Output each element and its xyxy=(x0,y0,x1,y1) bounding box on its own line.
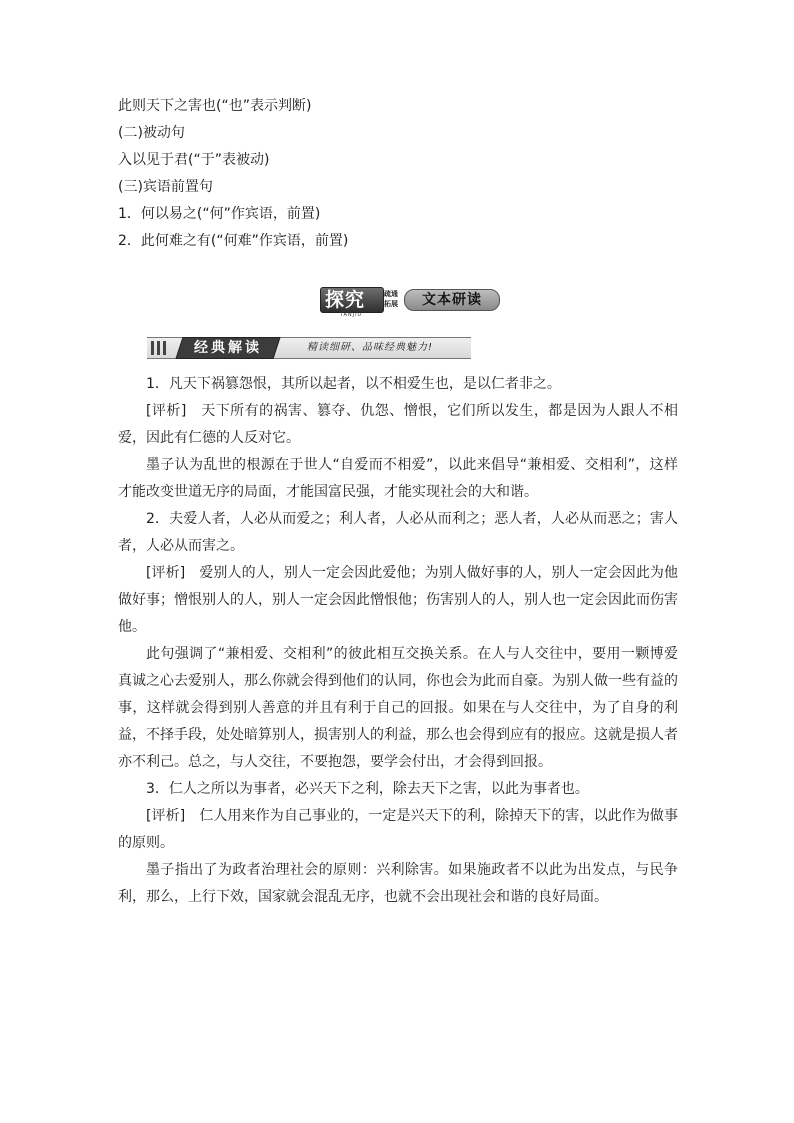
banner-tag-bottom: 拓展 xyxy=(384,300,398,308)
item-comment: [评析] 天下所有的祸害、篡夺、仇怨、憎恨，它们所以发生，都是因为人跟人不相爱，因此有仁德的人反对它。 xyxy=(118,403,678,446)
section-banner xyxy=(320,287,500,318)
item-quote: 1．凡天下祸篡怨恨，其所以起者，以不相爱生也，是以仁者非之。 xyxy=(146,376,561,392)
intro-line: 入以见于君(“于”表被动) xyxy=(118,152,270,168)
item-comment: [评析] 仁人用来作为自己事业的，一定是兴天下的利，除掉天下的害，以此作为做事的原则。 xyxy=(118,808,678,851)
item-quote: 3．仁人之所以为事者，必兴天下之利，除去天下之害，以此为事者也。 xyxy=(146,781,589,797)
section-bars-icon xyxy=(151,341,175,355)
item-extra: 此句强调了“兼相爱、交相利”的彼此相互交换关系。在人与人交往中，要用一颗博爱真诚之心去爱别人，那么你就会得到他们的认同，你也会为此而自豪。为别人做一些有益的事，这样就会得到别人善意的并且有利于自己的回报。如果在与人交往中，为了自身的利益，不择手段，处处暗算别人，损害别人的利益，那么也会得到应有的报应。这就是损人者亦不利己。总之，与人交往，不要抱怨，要学会付出，才会得到回报。 xyxy=(118,646,678,770)
intro-line: (三)宾语前置句 xyxy=(118,179,213,195)
banner-graphic xyxy=(320,287,500,318)
section-label: 经典解读 xyxy=(194,340,262,356)
banner-ribbon xyxy=(404,289,500,311)
item-extra: 墨子认为乱世的根源在于世人“自爱而不相爱”，以此来倡导“兼相爱、交相利”，这样才能改变世道无序的局面，才能国富民强，才能实现社会的大和谐。 xyxy=(118,457,678,500)
section-header-bar xyxy=(147,337,471,359)
banner-tag xyxy=(384,289,404,309)
intro-line: 此则天下之害也(“也”表示判断) xyxy=(118,98,312,114)
item-quote: 2．夫爱人者，人必从而爱之；利人者，人必从而利之；恶人者，人必从而恶之；害人者，人必从而害之。 xyxy=(118,511,678,554)
item-comment: [评析] 爱别人的人，别人一定会因此爱他；为别人做好事的人，别人一定会因此为他做好事；憎恨别人的人，别人一定会因此憎恨他；伤害别人的人，别人也一定会因此而伤害他。 xyxy=(118,565,678,635)
section-slogan: 精读细研、品味经典魅力! xyxy=(307,342,434,353)
banner-tag-top: 疏通 xyxy=(384,290,398,298)
banner-pinyin: TANJIU xyxy=(339,312,363,318)
intro-line: 1．何以易之(“何”作宾语，前置) xyxy=(118,206,321,222)
banner-ribbon-text: 文本研读 xyxy=(422,292,482,308)
banner-main-text: 探究 xyxy=(325,289,366,311)
banner-main-box xyxy=(320,287,384,313)
item-extra: 墨子指出了为政者治理社会的原则：兴利除害。如果施政者不以此为出发点，与民争利，那么，上行下效，国家就会混乱无序，也就不会出现社会和谐的良好局面。 xyxy=(118,862,678,905)
intro-line: 2．此何难之有(“何难”作宾语，前置) xyxy=(118,233,349,249)
intro-line: (二)被动句 xyxy=(118,125,185,141)
